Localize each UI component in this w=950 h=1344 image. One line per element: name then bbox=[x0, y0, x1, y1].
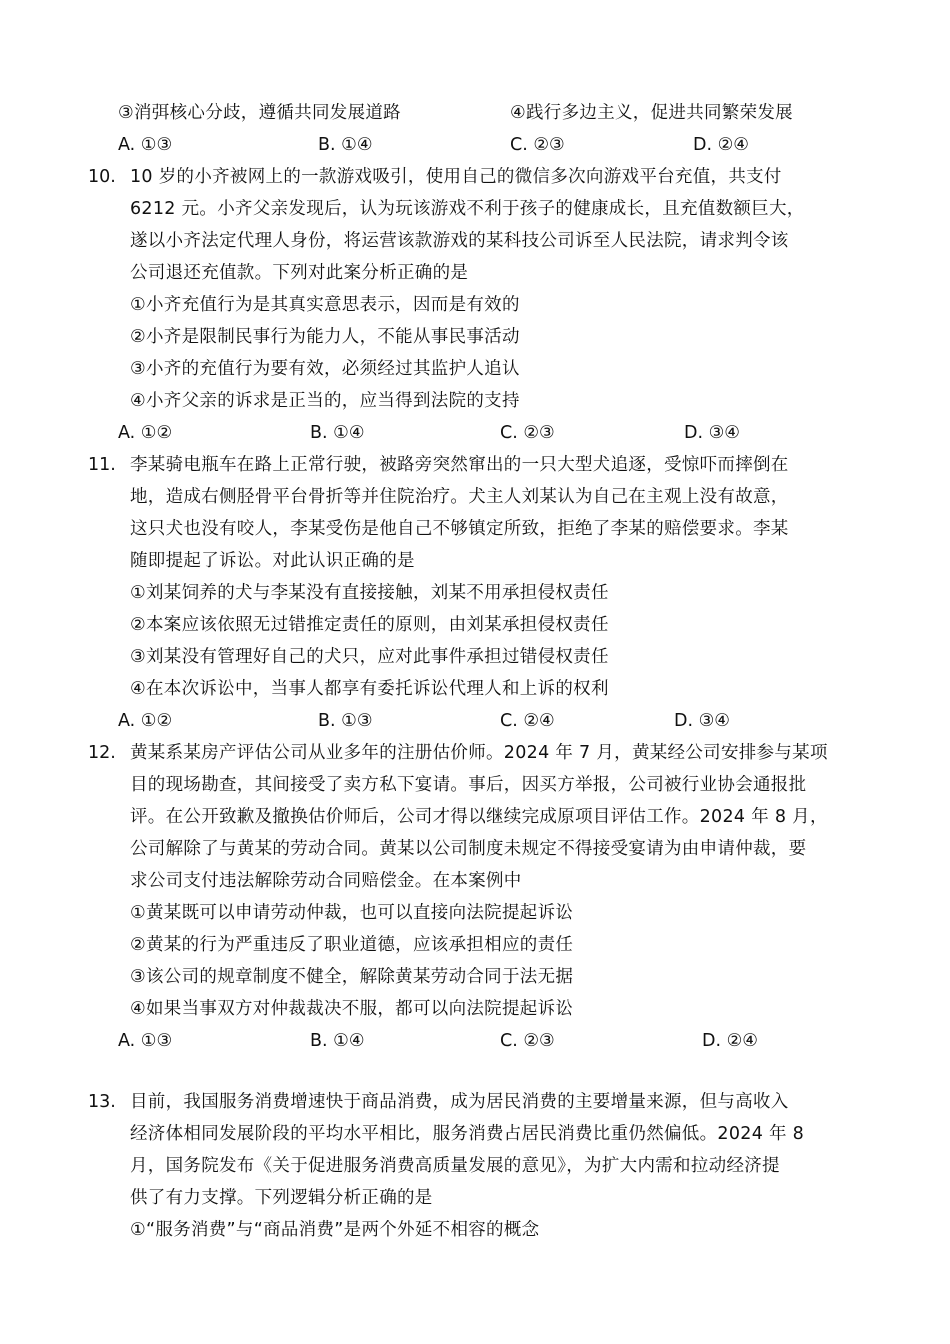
option-d: D. ②④ bbox=[702, 1031, 758, 1051]
statement: ③小齐的充值行为要有效，必须经过其监护人追认 bbox=[130, 359, 520, 379]
statement: ①小齐充值行为是其真实意思表示，因而是有效的 bbox=[130, 295, 520, 315]
option-c: C. ②③ bbox=[510, 135, 565, 155]
question-text: 这只犬也没有咬人，李某受伤是他自己不够镇定所致，拒绝了李某的赔偿要求。李某 bbox=[130, 519, 789, 539]
option-a: A. ①② bbox=[118, 711, 173, 731]
option-a: A. ①② bbox=[118, 423, 173, 443]
question-text: 黄某系某房产评估公司从业多年的注册估价师。2024 年 7 月，黄某经公司安排参与某项 bbox=[130, 743, 828, 763]
question-number: 12. bbox=[88, 743, 116, 763]
question-number: 13. bbox=[88, 1092, 116, 1112]
option-c: C. ②④ bbox=[500, 711, 555, 731]
question-text: 随即提起了诉讼。对此认识正确的是 bbox=[130, 551, 415, 571]
option-a: A. ①③ bbox=[118, 135, 173, 155]
statement: ②黄某的行为严重违反了职业道德，应该承担相应的责任 bbox=[130, 935, 574, 955]
statement: ④在本次诉讼中，当事人都享有委托诉讼代理人和上诉的权利 bbox=[130, 679, 609, 699]
statement: ①刘某饲养的犬与李某没有直接接触，刘某不用承担侵权责任 bbox=[130, 583, 609, 603]
question-text: 目前，我国服务消费增速快于商品消费，成为居民消费的主要增量来源，但与高收入 bbox=[130, 1092, 789, 1112]
question-text: 6212 元。小齐父亲发现后，认为玩该游戏不利于孩子的健康成长，且充值数额巨大， bbox=[130, 199, 805, 219]
question-text: 供了有力支撑。下列逻辑分析正确的是 bbox=[130, 1188, 433, 1208]
question-text: 李某骑电瓶车在路上正常行驶，被路旁突然窜出的一只大型犬追逐，受惊吓而摔倒在 bbox=[130, 455, 789, 475]
option-a: A. ①③ bbox=[118, 1031, 173, 1051]
statement: ③该公司的规章制度不健全，解除黄某劳动合同于法无据 bbox=[130, 967, 574, 987]
option-b: B. ①④ bbox=[318, 135, 373, 155]
statement: ④小齐父亲的诉求是正当的，应当得到法院的支持 bbox=[130, 391, 520, 411]
question-number: 10. bbox=[88, 167, 116, 187]
option-d: D. ③④ bbox=[674, 711, 730, 731]
statement: ①黄某既可以申请劳动仲裁，也可以直接向法院提起诉讼 bbox=[130, 903, 574, 923]
option-d: D. ②④ bbox=[693, 135, 749, 155]
option-b: B. ①③ bbox=[318, 711, 373, 731]
statement: ②小齐是限制民事行为能力人，不能从事民事活动 bbox=[130, 327, 520, 347]
question-text: 经济体相同发展阶段的平均水平相比，服务消费占居民消费比重仍然偏低。2024 年 8 bbox=[130, 1124, 805, 1144]
statement: ②本案应该依照无过错推定责任的原则，由刘某承担侵权责任 bbox=[130, 615, 609, 635]
question-text: 遂以小齐法定代理人身份，将运营该款游戏的某科技公司诉至人民法院，请求判令该 bbox=[130, 231, 789, 251]
question-number: 11. bbox=[88, 455, 116, 475]
statement: ③刘某没有管理好自己的犬只，应对此事件承担过错侵权责任 bbox=[130, 647, 609, 667]
option-c: C. ②③ bbox=[500, 423, 555, 443]
question-text: 公司解除了与黄某的劳动合同。黄某以公司制度未规定不得接受宴请为由申请仲裁，要 bbox=[130, 839, 807, 859]
question-text: 评。在公开致歉及撤换估价师后，公司才得以继续完成原项目评估工作。2024 年 8 月， bbox=[130, 807, 828, 827]
statement-4: ④践行多边主义，促进共同繁荣发展 bbox=[510, 103, 793, 123]
statement: ①“服务消费”与“商品消费”是两个外延不相容的概念 bbox=[130, 1220, 540, 1240]
option-c: C. ②③ bbox=[500, 1031, 555, 1051]
statement-3: ③消弭核心分歧，遵循共同发展道路 bbox=[118, 103, 401, 123]
question-text: 地，造成右侧胫骨平台骨折等并住院治疗。犬主人刘某认为自己在主观上没有故意， bbox=[130, 487, 789, 507]
question-text: 求公司支付违法解除劳动合同赔偿金。在本案例中 bbox=[130, 871, 522, 891]
option-b: B. ①④ bbox=[310, 1031, 365, 1051]
statement: ④如果当事双方对仲裁裁决不服，都可以向法院提起诉讼 bbox=[130, 999, 574, 1019]
question-text: 10 岁的小齐被网上的一款游戏吸引，使用自己的微信多次向游戏平台充值，共支付 bbox=[130, 167, 782, 187]
question-text: 月，国务院发布《关于促进服务消费高质量发展的意见》，为扩大内需和拉动经济提 bbox=[130, 1156, 780, 1176]
option-d: D. ③④ bbox=[684, 423, 740, 443]
option-b: B. ①④ bbox=[310, 423, 365, 443]
question-text: 公司退还充值款。下列对此案分析正确的是 bbox=[130, 263, 469, 283]
question-text: 目的现场勘查，其间接受了卖方私下宴请。事后，因买方举报，公司被行业协会通报批 bbox=[130, 775, 807, 795]
